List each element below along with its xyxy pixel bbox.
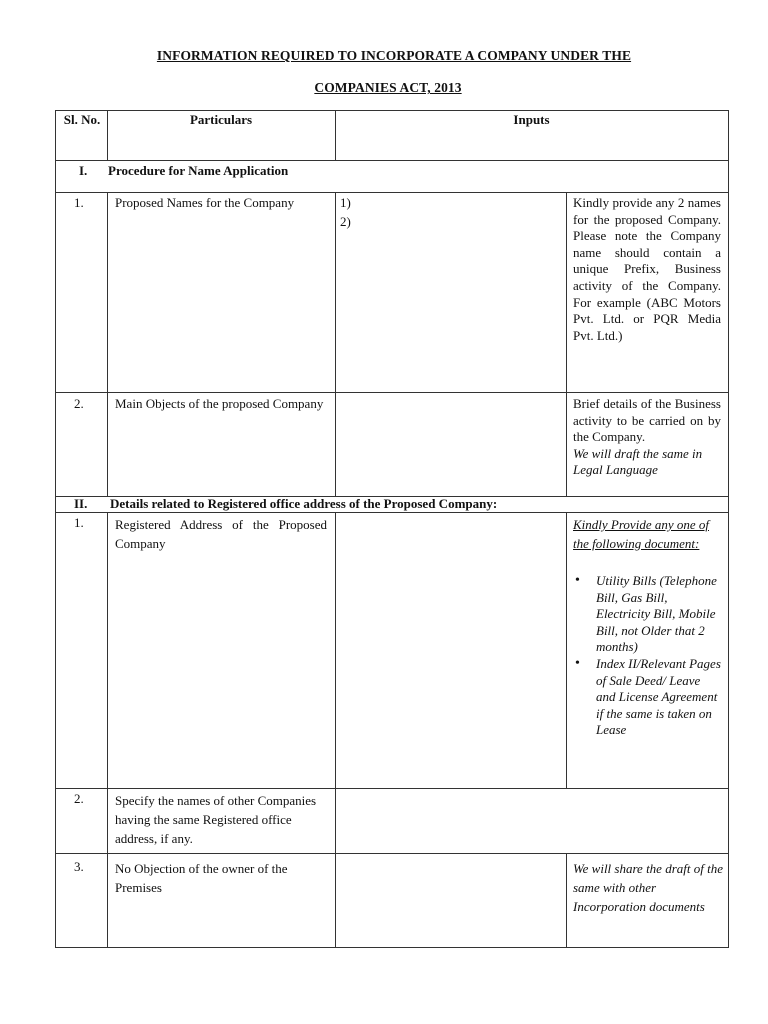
row-1-1-input-2: 2) [340,214,351,229]
list-item: • Index II/Relevant Pages of Sale Deed/ Leave and License Agreement if the same is taken on Lease [573,656,723,739]
document-title-line-2: COMPANIES ACT, 2013 [314,80,462,95]
row-1-1-note: Kindly provide any 2 names for the proposed Company. Please note the Company name should contain a unique Prefix, Business activity of the Company. For example (ABC Motors Pvt. Ltd. or PQR Media Pvt. Ltd.) [573,195,721,343]
row-1-1-particular: Proposed Names for the Company [115,195,295,210]
row-1-1-sl: 1. [74,195,84,210]
row-2-1-note-heading: Kindly Provide any one of the following document: [573,517,709,551]
row-2-3-note-italic: We will share the draft of the same with other Incorporation documents [573,861,723,914]
row-2-3-particular: No Objection of the owner of the Premises [115,861,288,895]
row-2-3-sl: 3. [74,859,84,874]
row-1-2-sl: 2. [74,396,84,411]
header-particulars: Particulars [189,112,253,127]
row-2-2-sl: 2. [74,791,84,806]
row-1-2-note: Brief details of the Business activity to be carried on by the Company. [573,396,721,445]
header-inputs: Inputs [513,112,550,127]
row-2-1-particular: Registered Address of the Proposed Company [115,517,327,551]
section-1-title: Procedure for Name Application [108,163,289,178]
header-sl-no: Sl. No. [63,112,101,127]
row-2-1-sl: 1. [74,515,84,530]
section-1-numeral: I. [79,163,88,178]
row-1-2-note-block [573,396,721,479]
row-1-1-input-1: 1) [340,195,351,210]
list-item: • Utility Bills (Telephone Bill, Gas Bill, Electricity Bill, Mobile Bill, not Older that 2 months) [573,573,723,656]
document-title-line-1: INFORMATION REQUIRED TO INCORPORATE A COMPANY UNDER THE [156,48,632,63]
document-list [573,573,723,739]
row-1-2-particular: Main Objects of the proposed Company [115,396,324,411]
section-2-numeral: II. [74,496,88,511]
section-2-title: Details related to Registered office address of the Proposed Company: [110,496,498,511]
row-2-2-particular: Specify the names of other Companies having the same Registered office address, if any. [115,793,317,846]
row-2-1-note-block [573,515,723,739]
row-1-2-note-italic: We will draft the same in Legal Language [573,445,703,478]
